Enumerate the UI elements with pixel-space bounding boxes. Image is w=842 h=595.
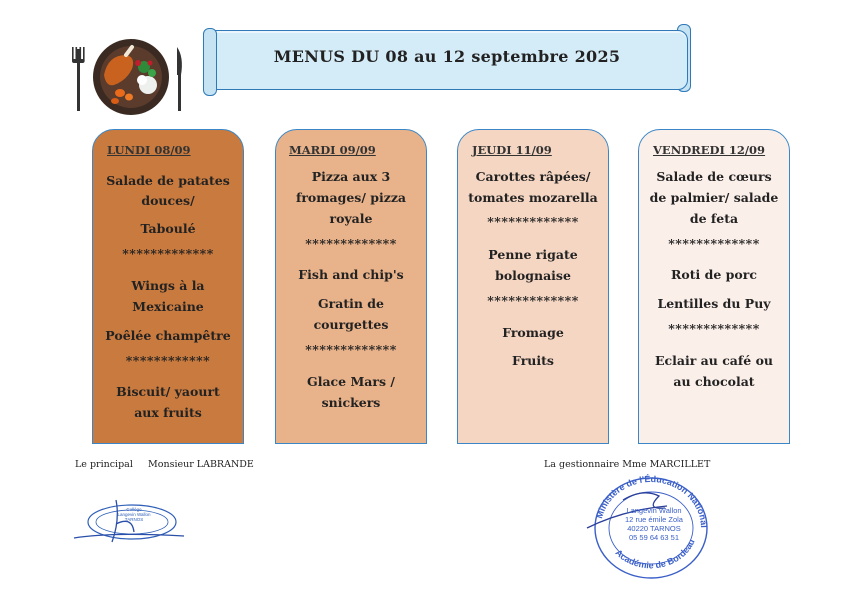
menu-separator: ************* [305, 342, 397, 357]
academy-stamp-right [583, 470, 718, 585]
plate-illustration [68, 33, 194, 115]
plate-icon [93, 39, 169, 115]
menu-separator: ************ [125, 353, 211, 368]
menu-item: Penne rigate [488, 247, 578, 262]
page-title: MENUS DU 08 au 12 septembre 2025 [273, 47, 621, 66]
menu-item: Poêlée champêtre [105, 328, 231, 343]
menu-item: royale [329, 211, 373, 226]
menu-item: de palmier/ salade [649, 190, 779, 205]
menu-separator: ************* [305, 236, 397, 251]
menu-item: Lentilles du Puy [657, 296, 771, 311]
menu-item: douces/ [141, 193, 195, 208]
menu-separator: ************* [668, 321, 760, 336]
signature-left-name: Monsieur LABRANDE [148, 459, 254, 470]
menu-item: Salade de patates [106, 173, 230, 188]
knife-icon [177, 47, 182, 111]
stamp-right-line: 40220 TARNOS [627, 524, 681, 533]
school-stamp-left [72, 494, 188, 550]
stamp-left-line: TARNOS [124, 517, 144, 522]
menu-item: Taboulé [140, 221, 196, 236]
fork-icon [72, 47, 85, 111]
menu-item: tomates mozarella [468, 190, 598, 205]
menu-separator: ************* [487, 214, 579, 229]
stamp-right-line: 05 59 64 63 51 [628, 533, 680, 542]
stamp-left-line: Collège [126, 507, 142, 512]
day-title-vendredi: VENDREDI 12/09 [653, 143, 766, 157]
menu-item: Fish and chip's [298, 267, 404, 282]
signature-left-role: Le principal [75, 459, 133, 470]
menu-item: bolognaise [495, 268, 571, 283]
menu-item: Wings à la [131, 278, 205, 293]
stamp-ring-top: Ministère de l'Éducation National [594, 473, 710, 528]
menu-item: fromages/ pizza [295, 190, 407, 205]
stamp-right-line: Langevin Wallon [626, 506, 682, 515]
day-title-lundi: LUNDI 08/09 [107, 143, 191, 157]
menu-item: Biscuit/ yaourt [116, 384, 220, 399]
menu-item: Carottes râpées/ [475, 169, 591, 184]
menu-item: Fruits [512, 353, 554, 368]
menu-item: Eclair au café ou [654, 353, 774, 368]
day-title-jeudi: JEUDI 11/09 [472, 143, 552, 157]
stamp-left-line: Langevin Wallon [117, 512, 151, 517]
stamp-right-line: 12 rue émile Zola [625, 515, 683, 524]
stamp-ring-bottom: Académie de Bordeau [613, 537, 697, 571]
menu-item: au chocolat [673, 374, 755, 389]
menu-separator: ************* [668, 236, 760, 251]
menu-separator: ************* [122, 246, 214, 261]
menu-separator: ************* [487, 293, 579, 308]
menu-item: Fromage [502, 325, 564, 340]
day-title-mardi: MARDI 09/09 [289, 143, 376, 157]
menu-item: Roti de porc [671, 267, 757, 282]
menu-item: courgettes [313, 317, 389, 332]
menu-item: de feta [689, 211, 739, 226]
menu-item: aux fruits [134, 405, 202, 420]
menu-item: Mexicaine [132, 299, 204, 314]
menu-item: Glace Mars / [307, 374, 395, 389]
signature-right: La gestionnaire Mme MARCILLET [544, 459, 711, 470]
menu-item: Gratin de [317, 296, 384, 311]
menu-item: snickers [321, 395, 381, 410]
menu-item: Salade de cœurs [656, 169, 772, 184]
menu-item: Pizza aux 3 [311, 169, 391, 184]
